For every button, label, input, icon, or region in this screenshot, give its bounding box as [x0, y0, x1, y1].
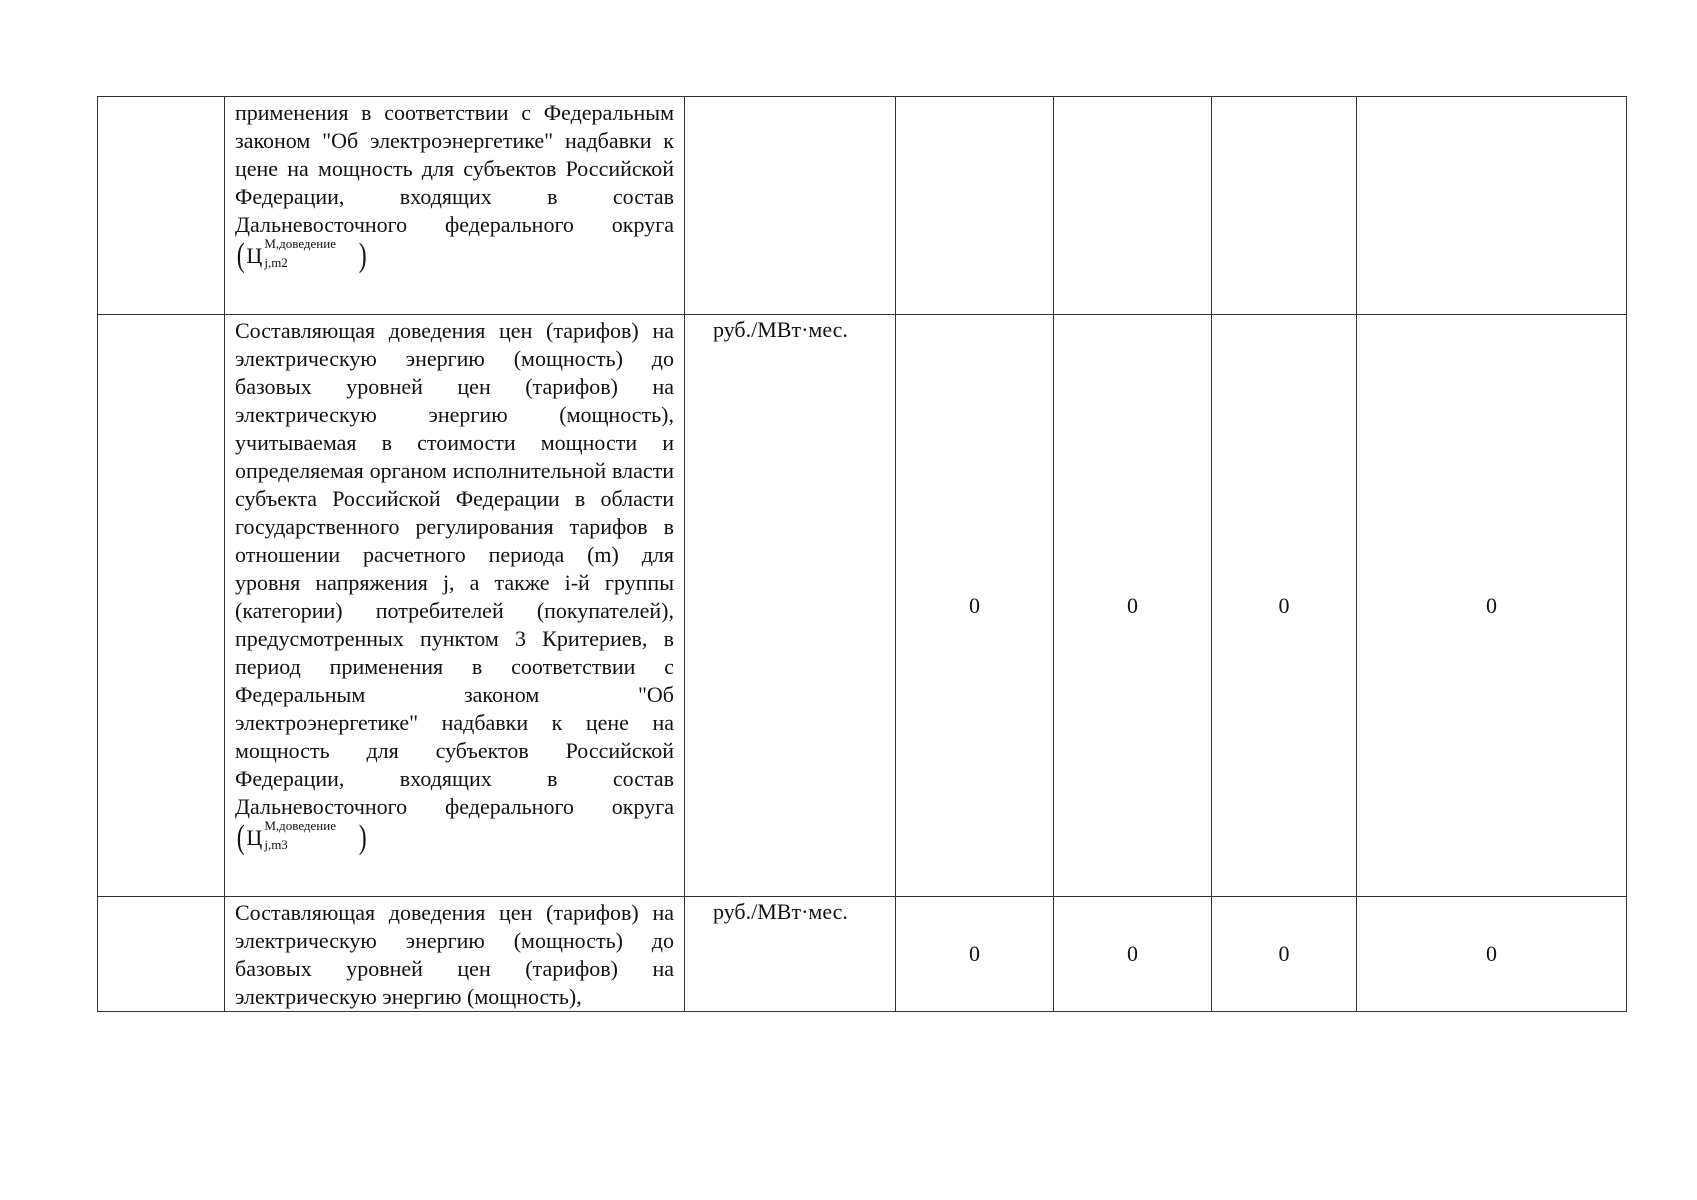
table-row	[98, 97, 1627, 315]
formula	[235, 236, 369, 274]
row-number-cell	[98, 97, 225, 315]
right-paren-icon: )	[358, 819, 367, 856]
table-row	[98, 897, 1627, 1012]
formula-subscript: j,m3	[264, 837, 288, 852]
left-paren-icon: (	[236, 237, 245, 274]
left-paren-icon: (	[236, 819, 245, 856]
value-cell: 0	[1357, 897, 1627, 1012]
row-number-cell	[98, 897, 225, 1012]
description-text: Составляющая доведения цен (тарифов) на электрическую энергию (мощность) до базовых уровней цен (тарифов) на электрическую энергию (мощность),	[235, 900, 674, 1009]
value-cell: 0	[1054, 897, 1212, 1012]
formula-superscript: М,доведение	[264, 236, 336, 251]
value-cell: 0	[1212, 897, 1357, 1012]
row-number-cell	[98, 315, 225, 897]
tariff-table	[97, 96, 1627, 1012]
value-cell: 0	[1357, 315, 1627, 897]
formula-subscript: j,m2	[264, 255, 288, 270]
formula	[235, 818, 369, 856]
value-cell	[1357, 97, 1627, 315]
formula-superscript: М,доведение	[264, 818, 336, 833]
unit-cell: руб./МВт·мес.	[685, 315, 896, 897]
unit-cell	[685, 97, 896, 315]
formula-symbol: Ц	[246, 825, 263, 850]
value-cell	[1054, 97, 1212, 315]
value-cell: 0	[896, 897, 1054, 1012]
description-text: применения в соответствии с Федеральным законом "Об электроэнергетике" надбавки к цене на мощность для субъектов Российской Федерации, входящих в состав Дальневосточного федерального округа	[235, 100, 674, 237]
description-text: Составляющая доведения цен (тарифов) на электрическую энергию (мощность) до базовых уровней цен (тарифов) на электрическую энергию (мощность), учитываемая в стоимости мощности и определяемая органом исполнительной власти субъекта Российской Федерации в области государственного регулирования тарифов в отношении расчетного периода (m) для уровня напряжения j, а также i-й группы (категории) потребителей (покупателей), предусмотренных пунктом 3 Критериев, в период применения в соответствии с Федеральным законом "Об электроэнергетике" надбавки к цене на мощность для субъектов Российской Федерации, входящих в состав Дальневосточного федерального округа	[235, 318, 674, 819]
value-cell	[1212, 97, 1357, 315]
formula-symbol: Ц	[246, 243, 263, 268]
unit-cell: руб./МВт·мес.	[685, 897, 896, 1012]
description-cell	[225, 897, 685, 1012]
value-cell: 0	[1212, 315, 1357, 897]
value-cell: 0	[1054, 315, 1212, 897]
value-cell: 0	[896, 315, 1054, 897]
value-cell	[896, 97, 1054, 315]
table-row	[98, 315, 1627, 897]
description-cell	[225, 97, 685, 315]
description-cell	[225, 315, 685, 897]
right-paren-icon: )	[358, 237, 367, 274]
